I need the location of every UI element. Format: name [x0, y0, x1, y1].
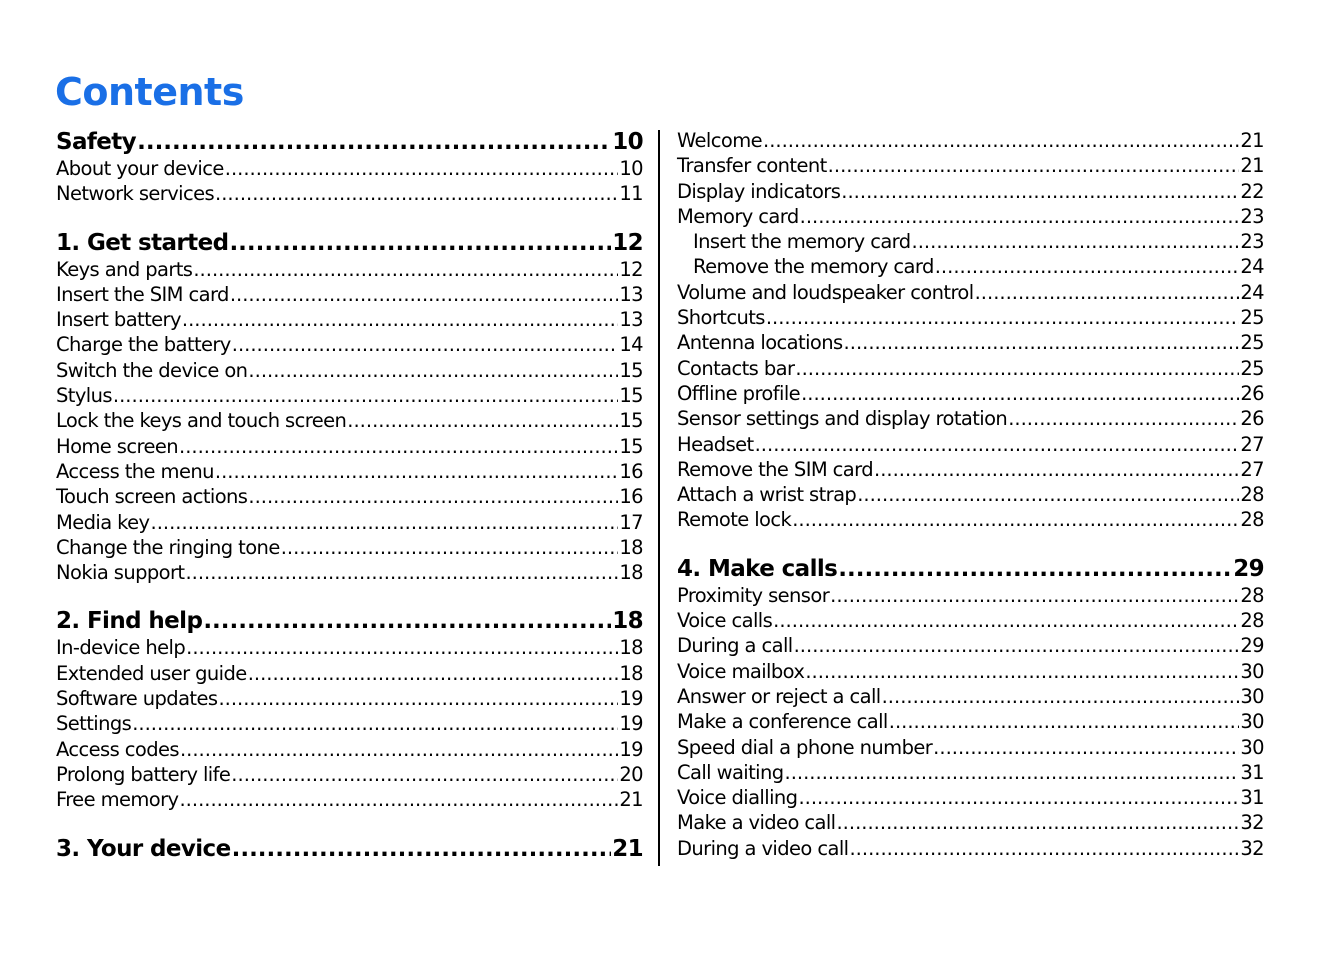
page-title: Contents	[55, 70, 244, 114]
dot-leader	[766, 305, 1240, 330]
dot-leader	[857, 482, 1239, 507]
toc-entry-access-codes[interactable]	[56, 737, 643, 762]
toc-entry-change-the-ringing-tone[interactable]	[56, 535, 643, 560]
toc-entry-extended-user-guide[interactable]	[56, 661, 643, 686]
toc-entry-insert-battery[interactable]	[56, 307, 643, 332]
toc-label: Voice calls	[677, 609, 773, 633]
toc-page-number: 18	[612, 608, 643, 635]
toc-page-number: 15	[619, 434, 643, 458]
toc-page-number: 13	[619, 308, 643, 332]
toc-entry-nokia-support[interactable]	[56, 560, 643, 585]
toc-page-number: 28	[1240, 583, 1264, 607]
toc-page-number: 22	[1240, 179, 1264, 203]
toc-section-2-find-help[interactable]	[56, 607, 643, 635]
toc-label: Headset	[677, 432, 754, 456]
section-spacer	[56, 813, 643, 835]
dot-leader	[795, 356, 1239, 381]
dot-leader	[230, 282, 619, 307]
toc-entry-make-a-conference-call[interactable]	[677, 709, 1264, 734]
toc-label: Memory card	[677, 204, 799, 228]
dot-leader	[180, 737, 618, 762]
toc-page-number: 32	[1240, 811, 1264, 835]
section-spacer	[56, 585, 643, 607]
toc-entry-insert-the-memory-card[interactable]	[677, 229, 1264, 254]
toc-entry-network-services[interactable]	[56, 181, 643, 206]
toc-page-number: 18	[619, 636, 643, 660]
toc-label: Access codes	[56, 737, 179, 761]
dot-leader	[347, 408, 618, 433]
toc-page-number: 30	[1240, 710, 1264, 734]
toc-entry-antenna-locations[interactable]	[677, 330, 1264, 355]
toc-entry-about-your-device[interactable]	[56, 156, 643, 181]
toc-label: Network services	[56, 182, 215, 206]
dot-leader	[113, 383, 618, 408]
toc-label: Sensor settings and display rotation	[677, 407, 1008, 431]
toc-label: In-device help	[56, 636, 186, 660]
dot-leader	[828, 153, 1240, 178]
toc-page-number: 31	[1240, 760, 1264, 784]
toc-entry-sensor-settings-and-display-rotation[interactable]	[677, 406, 1264, 431]
toc-label: During a video call	[677, 836, 849, 860]
dot-leader	[186, 635, 618, 660]
toc-label: Prolong battery life	[56, 762, 231, 786]
toc-page-number: 19	[619, 712, 643, 736]
toc-entry-remote-lock[interactable]	[677, 507, 1264, 532]
toc-label: Attach a wrist strap	[677, 483, 857, 507]
dot-leader	[933, 735, 1239, 760]
section-spacer	[56, 207, 643, 229]
toc-entry-access-the-menu[interactable]	[56, 459, 643, 484]
toc-label: Answer or reject a call	[677, 684, 881, 708]
section-spacer	[677, 533, 1264, 555]
toc-page-number: 21	[612, 835, 643, 862]
column-divider	[658, 130, 660, 866]
toc-entry-welcome[interactable]	[677, 128, 1264, 153]
toc-label: Welcome	[677, 129, 762, 152]
toc-page-number: 15	[619, 409, 643, 433]
toc-page-number: 19	[619, 687, 643, 711]
toc-section-3-your-device[interactable]	[56, 835, 643, 863]
toc-entry-insert-the-sim-card[interactable]	[56, 282, 643, 307]
toc-label: Make a conference call	[677, 710, 888, 734]
toc-page-number: 23	[1240, 230, 1264, 254]
toc-label: About your device	[56, 157, 224, 180]
dot-leader	[232, 835, 612, 863]
dot-leader	[232, 332, 619, 357]
toc-page-number: 16	[619, 485, 643, 509]
toc-entry-stylus[interactable]	[56, 383, 643, 408]
dot-leader	[801, 381, 1239, 406]
dot-leader	[132, 711, 618, 736]
dot-leader	[841, 179, 1239, 204]
toc-label: Contacts bar	[677, 356, 795, 380]
toc-section-1-get-started[interactable]	[56, 229, 643, 257]
toc-page-number: 13	[619, 282, 643, 306]
toc-page-number: 30	[1240, 735, 1264, 759]
toc-label: During a call	[677, 634, 793, 658]
toc-page-number: 21	[1240, 154, 1264, 178]
toc-page-number: 26	[1240, 381, 1264, 405]
toc-entry-answer-or-reject-a-call[interactable]	[677, 684, 1264, 709]
toc-entry-voice-calls[interactable]	[677, 608, 1264, 633]
toc-entry-make-a-video-call[interactable]	[677, 810, 1264, 835]
dot-leader	[800, 204, 1240, 229]
toc-label: Antenna locations	[677, 331, 843, 355]
dot-leader	[203, 607, 611, 635]
dot-leader	[225, 156, 619, 181]
toc-entry-switch-the-device-on[interactable]	[56, 358, 643, 383]
toc-page-number: 15	[619, 358, 643, 382]
dot-leader	[1008, 406, 1239, 431]
toc-label: Stylus	[56, 384, 112, 408]
toc-page-number: 19	[619, 737, 643, 761]
dot-leader	[849, 836, 1239, 861]
toc-entry-remove-the-sim-card[interactable]	[677, 457, 1264, 482]
toc-left-column	[56, 128, 643, 863]
toc-page-number: 15	[619, 384, 643, 408]
toc-entry-settings[interactable]	[56, 711, 643, 736]
toc-label: Transfer content	[677, 154, 827, 178]
toc-label: 1. Get started	[56, 229, 229, 256]
dot-leader	[830, 583, 1239, 608]
toc-page-number: 30	[1240, 659, 1264, 683]
toc-entry-display-indicators[interactable]	[677, 179, 1264, 204]
toc-page-number: 28	[1240, 609, 1264, 633]
toc-entry-during-a-video-call[interactable]	[677, 836, 1264, 861]
toc-page-number: 25	[1240, 331, 1264, 355]
toc-label: Media key	[56, 510, 150, 534]
toc-page-number: 24	[1240, 280, 1264, 304]
toc-page-number: 28	[1240, 483, 1264, 507]
toc-entry-software-updates[interactable]	[56, 686, 643, 711]
toc-entry-free-memory[interactable]	[56, 787, 643, 812]
toc-entry-memory-card[interactable]	[677, 204, 1264, 229]
toc-label: Remove the SIM card	[677, 457, 874, 481]
dot-leader	[844, 330, 1240, 355]
toc-page-number: 20	[619, 762, 643, 786]
toc-entry-home-screen[interactable]	[56, 434, 643, 459]
toc-page-number: 27	[1240, 432, 1264, 456]
dot-leader	[794, 633, 1240, 658]
toc-page-number: 18	[619, 561, 643, 585]
dot-leader	[185, 560, 618, 585]
toc-right-column	[677, 128, 1264, 861]
toc-page-number: 24	[1240, 255, 1264, 279]
dot-leader	[215, 459, 619, 484]
toc-label: Insert the memory card	[693, 230, 911, 254]
toc-entry-offline-profile[interactable]	[677, 381, 1264, 406]
dot-leader	[179, 787, 618, 812]
dot-leader	[218, 686, 618, 711]
toc-page-number: 25	[1240, 356, 1264, 380]
toc-section-4-make-calls[interactable]	[677, 555, 1264, 583]
dot-leader	[889, 709, 1240, 734]
dot-leader	[137, 128, 611, 156]
dot-leader	[792, 507, 1239, 532]
dot-leader	[763, 128, 1239, 153]
toc-entry-volume-and-loudspeaker-control[interactable]	[677, 280, 1264, 305]
toc-page-number: 17	[619, 510, 643, 534]
toc-entry-shortcuts[interactable]	[677, 305, 1264, 330]
toc-label: Proximity sensor	[677, 583, 830, 607]
toc-page-number: 10	[612, 129, 643, 155]
toc-page-number: 18	[619, 661, 643, 685]
dot-leader	[248, 661, 619, 686]
dot-leader	[836, 810, 1239, 835]
toc-page-number: 29	[1233, 555, 1264, 582]
toc-page-number: 16	[619, 459, 643, 483]
toc-label: Make a video call	[677, 811, 836, 835]
toc-entry-remove-the-memory-card[interactable]	[677, 254, 1264, 279]
toc-entry-during-a-call[interactable]	[677, 633, 1264, 658]
toc-page-number: 32	[1240, 836, 1264, 860]
toc-label: Speed dial a phone number	[677, 735, 933, 759]
toc-page-number: 12	[619, 257, 643, 281]
toc-label: Volume and loudspeaker control	[677, 280, 974, 304]
toc-page-number: 14	[619, 333, 643, 357]
toc-label: Display indicators	[677, 179, 841, 203]
toc-label: Remove the memory card	[693, 255, 934, 279]
toc-entry-proximity-sensor[interactable]	[677, 583, 1264, 608]
toc-section-safety[interactable]	[56, 128, 643, 156]
dot-leader	[248, 358, 618, 383]
toc-page-number: 18	[619, 535, 643, 559]
toc-entry-headset[interactable]	[677, 432, 1264, 457]
toc-label: Nokia support	[56, 561, 185, 585]
dot-leader	[912, 229, 1240, 254]
toc-entry-transfer-content[interactable]	[677, 153, 1264, 178]
dot-leader	[805, 659, 1239, 684]
toc-entry-touch-screen-actions[interactable]	[56, 484, 643, 509]
toc-label: Settings	[56, 712, 132, 736]
dot-leader	[935, 254, 1240, 279]
toc-entry-keys-and-parts[interactable]	[56, 257, 643, 282]
toc-entry-call-waiting[interactable]	[677, 760, 1264, 785]
dot-leader	[182, 307, 618, 332]
toc-label: Access the menu	[56, 459, 214, 483]
dot-leader	[215, 181, 618, 206]
dot-leader	[785, 760, 1240, 785]
dot-leader	[874, 457, 1239, 482]
toc-label: Free memory	[56, 788, 179, 812]
toc-page-number: 21	[1240, 129, 1264, 152]
toc-entry-contacts-bar[interactable]	[677, 356, 1264, 381]
toc-entry-media-key[interactable]	[56, 510, 643, 535]
toc-label: Insert the SIM card	[56, 282, 229, 306]
dot-leader	[151, 510, 619, 535]
toc-page-number: 21	[619, 788, 643, 812]
toc-page-number: 31	[1240, 786, 1264, 810]
toc-page-number: 11	[619, 182, 643, 206]
toc-page-number: 29	[1240, 634, 1264, 658]
toc-page-number: 12	[612, 229, 643, 256]
dot-leader	[755, 432, 1240, 457]
toc-page-number: 10	[619, 157, 643, 180]
toc-label: Voice dialling	[677, 786, 798, 810]
dot-leader	[798, 785, 1239, 810]
toc-page-number: 26	[1240, 407, 1264, 431]
toc-page-number: 30	[1240, 684, 1264, 708]
toc-entry-prolong-battery-life[interactable]	[56, 762, 643, 787]
toc-label: Extended user guide	[56, 661, 247, 685]
toc-label: Insert battery	[56, 308, 181, 332]
toc-entry-in-device-help[interactable]	[56, 635, 643, 660]
toc-entry-voice-mailbox[interactable]	[677, 659, 1264, 684]
toc-label: Offline profile	[677, 381, 801, 405]
toc-page-number: 23	[1240, 204, 1264, 228]
toc-entry-speed-dial-a-phone-number[interactable]	[677, 735, 1264, 760]
toc-label: Change the ringing tone	[56, 535, 280, 559]
toc-label: Voice mailbox	[677, 659, 805, 683]
dot-leader	[838, 555, 1232, 583]
toc-label: Safety	[56, 129, 137, 155]
toc-entry-lock-the-keys-and-touch-screen[interactable]	[56, 408, 643, 433]
toc-label: 3. Your device	[56, 835, 231, 862]
toc-label: Shortcuts	[677, 306, 765, 330]
toc-label: Keys and parts	[56, 257, 193, 281]
toc-label: Home screen	[56, 434, 179, 458]
toc-label: Switch the device on	[56, 358, 248, 382]
toc-label: Call waiting	[677, 760, 784, 784]
dot-leader	[248, 484, 618, 509]
toc-label: Remote lock	[677, 508, 792, 532]
dot-leader	[193, 257, 618, 282]
toc-label: 4. Make calls	[677, 555, 838, 582]
toc-label: Charge the battery	[56, 333, 231, 357]
dot-leader	[281, 535, 619, 560]
dot-leader	[975, 280, 1240, 305]
dot-leader	[231, 762, 618, 787]
dot-leader	[229, 229, 611, 257]
toc-label: Lock the keys and touch screen	[56, 409, 347, 433]
toc-entry-charge-the-battery[interactable]	[56, 332, 643, 357]
toc-page-number: 28	[1240, 508, 1264, 532]
dot-leader	[179, 434, 618, 459]
toc-label: Software updates	[56, 687, 218, 711]
toc-label: Touch screen actions	[56, 485, 248, 509]
dot-leader	[882, 684, 1240, 709]
toc-label: 2. Find help	[56, 608, 203, 635]
toc-page-number: 25	[1240, 306, 1264, 330]
toc-entry-voice-dialling[interactable]	[677, 785, 1264, 810]
dot-leader	[773, 608, 1239, 633]
toc-entry-attach-a-wrist-strap[interactable]	[677, 482, 1264, 507]
toc-page-number: 27	[1240, 457, 1264, 481]
